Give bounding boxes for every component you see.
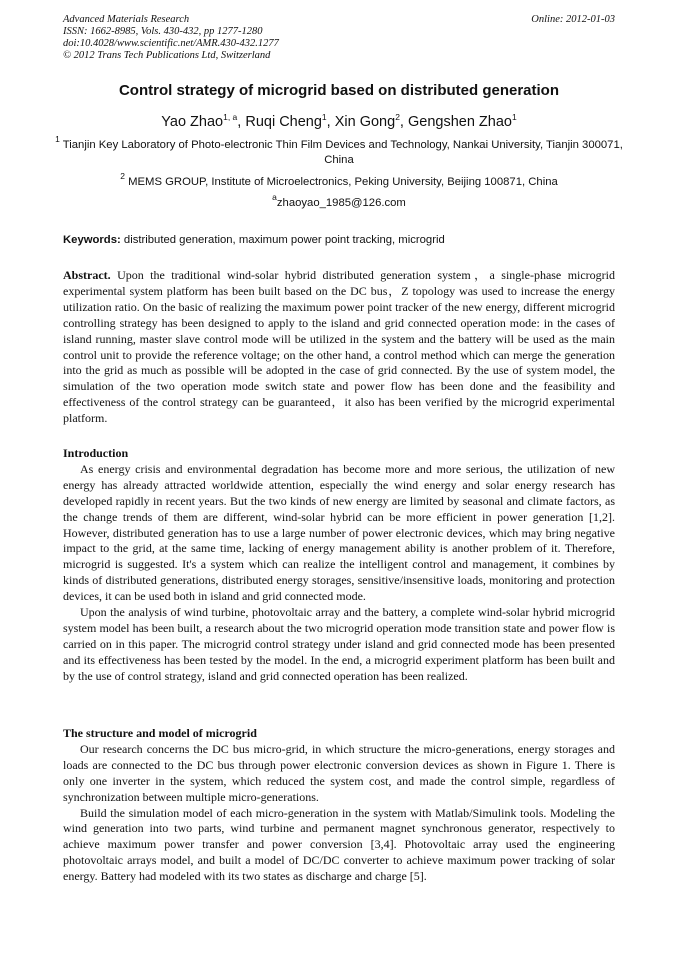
keywords-label: Keywords: bbox=[63, 234, 121, 246]
section-heading: The structure and model of microgrid bbox=[63, 726, 257, 740]
author-sup: 1, a bbox=[223, 112, 238, 122]
author-list bbox=[40, 113, 638, 131]
section-introduction bbox=[63, 446, 615, 685]
copyright-line: © 2012 Trans Tech Publications Ltd, Switzerland bbox=[63, 50, 271, 61]
affiliation-text: Tianjin Key Laboratory of Photo-electronic Thin Film Devices and Technology, Nankai University, Tianjin 300071, China bbox=[62, 139, 623, 166]
section-structure bbox=[63, 726, 615, 885]
author-sep: , bbox=[399, 114, 408, 130]
author-name: Ruqi Cheng bbox=[245, 114, 322, 130]
author-sep: , bbox=[237, 114, 246, 130]
online-date: Online: 2012-01-03 bbox=[531, 14, 615, 25]
email-sup: a bbox=[272, 192, 277, 202]
email-text: zhaoyao_1985@126.com bbox=[276, 197, 406, 209]
keywords bbox=[63, 233, 615, 248]
doi-line: doi:10.4028/www.scientific.net/AMR.430-432.1277 bbox=[63, 38, 279, 49]
affiliation-sup: 1 bbox=[55, 134, 60, 144]
keywords-text: distributed generation, maximum power point tracking, microgrid bbox=[123, 234, 445, 246]
paragraph: Our research concerns the DC bus micro-grid, in which structure the micro-generations, energy storages and loads are connected to the DC bus through power electronic conversion devices as shown in Figure 1. There is only one inverter in the system, which reduced the system cost, and made the control simple, regardless of synchronization between multiple micro-generations. bbox=[63, 741, 615, 804]
affiliation-sup: 2 bbox=[120, 171, 125, 181]
journal-name: Advanced Materials Research bbox=[63, 14, 190, 25]
paragraph: Build the simulation model of each micro-generation in the system with Matlab/Simulink tools. Modeling the wind generation into two parts, wind turbine and permanent magnet synchronous generator, respectively to achieve maximum power transfer and power conversion [3,4]. Photovoltaic array used the engineering photovoltaic arrays model, and built a model of DC/DC converter to achieve maximum power tracking of solar energy. Battery had modeled with its two states as discharge and charge [5]. bbox=[63, 805, 615, 884]
abstract-text: Upon the traditional wind-solar hybrid distributed generation system，a single-phase microgrid experimental system platform has been built based on the DC bus，Z topology was used to increase the energy utilization ratio. On the basic of realizing the maximum power point tracker of the new energy, different microgrid controlling strategy has been designed to apply to the island and grid connected operation mode: in the cases of island running, master slave control mode will be utilized in the system and the battery will be used as the main control unit to provide the reference voltage; on the other hand, a control method which can merge the generation into the grid as much as possible will be adopted in the case of grid connected. By the use of system model, the simulation of the two operation mode switch state and power flow has been done and the feasibility and effectiveness of the control strategy can be guaranteed，it also has been verified by the microgrid experimental platform. bbox=[63, 268, 616, 426]
abstract-label: Abstract. bbox=[63, 268, 111, 282]
affiliation-1 bbox=[40, 134, 638, 168]
author-name: Xin Gong bbox=[334, 114, 396, 130]
abstract bbox=[63, 268, 615, 427]
issn-line: ISSN: 1662-8985, Vols. 430-432, pp 1277-1280 bbox=[63, 26, 263, 37]
author-email bbox=[40, 192, 638, 211]
author-name: Yao Zhao bbox=[161, 114, 224, 130]
author-sep: , bbox=[326, 114, 335, 130]
paragraph: Upon the analysis of wind turbine, photovoltaic array and the battery, a complete wind-solar hybrid microgrid system model has been built, a research about the two microgrid operation mode transition state and power flow is carried on in this paper. The microgrid control strategy under island and grid connected mode has been presented and its effectiveness has been tested by the model. In the end, a microgrid experiment platform has been built and by the use of control strategy, island and grid connected operation has been realized. bbox=[63, 605, 615, 683]
paper-title: Control strategy of microgrid based on distributed generation bbox=[118, 82, 560, 99]
paragraph: As energy crisis and environmental degradation has become more and more serious, the utilization of new energy has already attracted worldwide attention, especially the wind energy and solar energy research has developed rapidly in recent years. But the two kinds of new energy are limited by seasonal and climate factors, as the change trends of them are different, wind-solar hybrid can be more efficient in power generation [1,2]. However, distributed generation has to use a large number of power electronic devices, which may bring negative impact to the grid, at the same time, lacking of energy management ability is another problem of it. Therefore, microgrid is suggested. It's a system which can realize the intelligent control and management, it combines by kinds of distributed generations, distributed energy storages, sensitive/insensitive loads, monitoring and protection devices, it can be used both in island and grid connected mode. bbox=[63, 461, 615, 604]
author-name: Gengshen Zhao bbox=[407, 114, 512, 130]
affiliation-text: MEMS GROUP, Institute of Microelectronics, Peking University, Beijing 100871, China bbox=[128, 176, 558, 188]
author-sup: 1 bbox=[321, 112, 327, 122]
affiliation-2 bbox=[40, 171, 638, 190]
journal-header bbox=[63, 14, 615, 62]
author-sup: 1 bbox=[511, 112, 517, 122]
author-sup: 2 bbox=[395, 112, 400, 122]
section-heading: Introduction bbox=[63, 446, 129, 460]
